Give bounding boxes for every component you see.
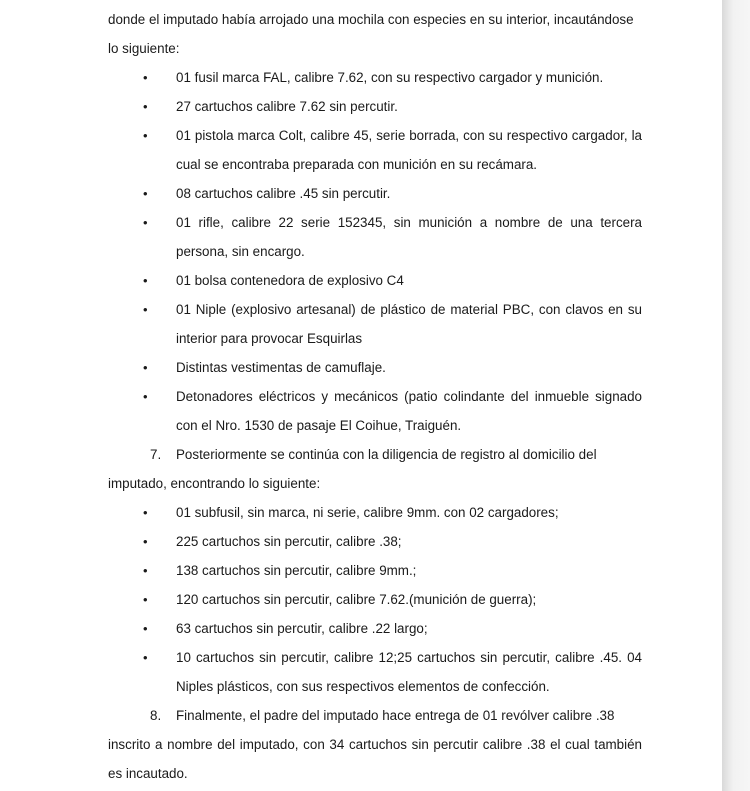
list-item: • 01 bolsa contenedora de explosivo C4: [108, 266, 642, 295]
bullet-icon: •: [143, 505, 148, 520]
list-item: • 01 pistola marca Colt, calibre 45, serie borrada, con su respectivo cargador, la cual se encontraba preparada con munición en su recámara.: [108, 121, 642, 179]
list-item: • 08 cartuchos calibre .45 sin percutir.: [108, 179, 642, 208]
list-item: • 27 cartuchos calibre 7.62 sin percutir.: [108, 92, 642, 121]
list-item: • 01 rifle, calibre 22 serie 152345, sin munición a nombre de una tercera persona, sin encargo.: [108, 208, 642, 266]
intro-line-2: lo siguiente:: [108, 41, 180, 56]
bullet-icon: •: [143, 128, 148, 143]
bullet-icon: •: [143, 99, 148, 114]
bullet-icon: •: [143, 534, 148, 549]
page-edge-shadow: [722, 0, 750, 791]
intro-paragraph: [108, 5, 642, 63]
seized-items-list-2: [108, 498, 642, 701]
paragraph-continuation: imputado, encontrando lo siguiente:: [108, 476, 321, 491]
document-body: [108, 5, 642, 788]
list-item: • 01 fusil marca FAL, calibre 7.62, con su respectivo cargador y munición.: [108, 63, 642, 92]
bullet-icon: •: [143, 650, 148, 665]
bullet-icon: •: [143, 360, 148, 375]
list-item: • 10 cartuchos sin percutir, calibre 12;25 cartuchos sin percutir, calibre .45. 04 Niples plásticos, con sus respectivos elementos de confección.: [108, 643, 642, 701]
list-item: • Detonadores eléctricos y mecánicos (patio colindante del inmueble signado con el Nro. 1530 de pasaje El Coihue, Traiguén.: [108, 382, 642, 440]
bullet-icon: •: [143, 273, 148, 288]
paragraph-continuation: inscrito a nombre del imputado, con 34 cartuchos sin percutir calibre .38 el cual también es incautado.: [108, 737, 642, 781]
numbered-paragraph-8: [108, 701, 642, 730]
list-item: • Distintas vestimentas de camuflaje.: [108, 353, 642, 382]
bullet-icon: •: [143, 621, 148, 636]
list-item: • 120 cartuchos sin percutir, calibre 7.62.(munición de guerra);: [108, 585, 642, 614]
paragraph-number: 8.: [150, 708, 162, 723]
intro-line-1: donde el imputado había arrojado una mochila con especies en su interior, incautándose: [108, 12, 634, 27]
bullet-icon: •: [143, 215, 148, 230]
seized-items-list-1: [108, 63, 642, 440]
bullet-icon: •: [143, 389, 148, 404]
numbered-paragraph-7: [108, 440, 642, 469]
list-item: • 01 Niple (explosivo artesanal) de plástico de material PBC, con clavos en su interior para provocar Esquirlas: [108, 295, 642, 353]
paragraph-first-line: Finalmente, el padre del imputado hace entrega de 01 revólver calibre .38: [176, 708, 615, 723]
paragraph-number: 7.: [150, 447, 162, 462]
bullet-icon: •: [143, 70, 148, 85]
list-item: • 63 cartuchos sin percutir, calibre .22 largo;: [108, 614, 642, 643]
paragraph-first-line: Posteriormente se continúa con la diligencia de registro al domicilio del: [176, 447, 597, 462]
bullet-icon: •: [143, 302, 148, 317]
bullet-icon: •: [143, 186, 148, 201]
bullet-icon: •: [143, 592, 148, 607]
list-item: • 01 subfusil, sin marca, ni serie, calibre 9mm. con 02 cargadores;: [108, 498, 642, 527]
list-item: • 138 cartuchos sin percutir, calibre 9mm.;: [108, 556, 642, 585]
list-item: • 225 cartuchos sin percutir, calibre .38;: [108, 527, 642, 556]
bullet-icon: •: [143, 563, 148, 578]
